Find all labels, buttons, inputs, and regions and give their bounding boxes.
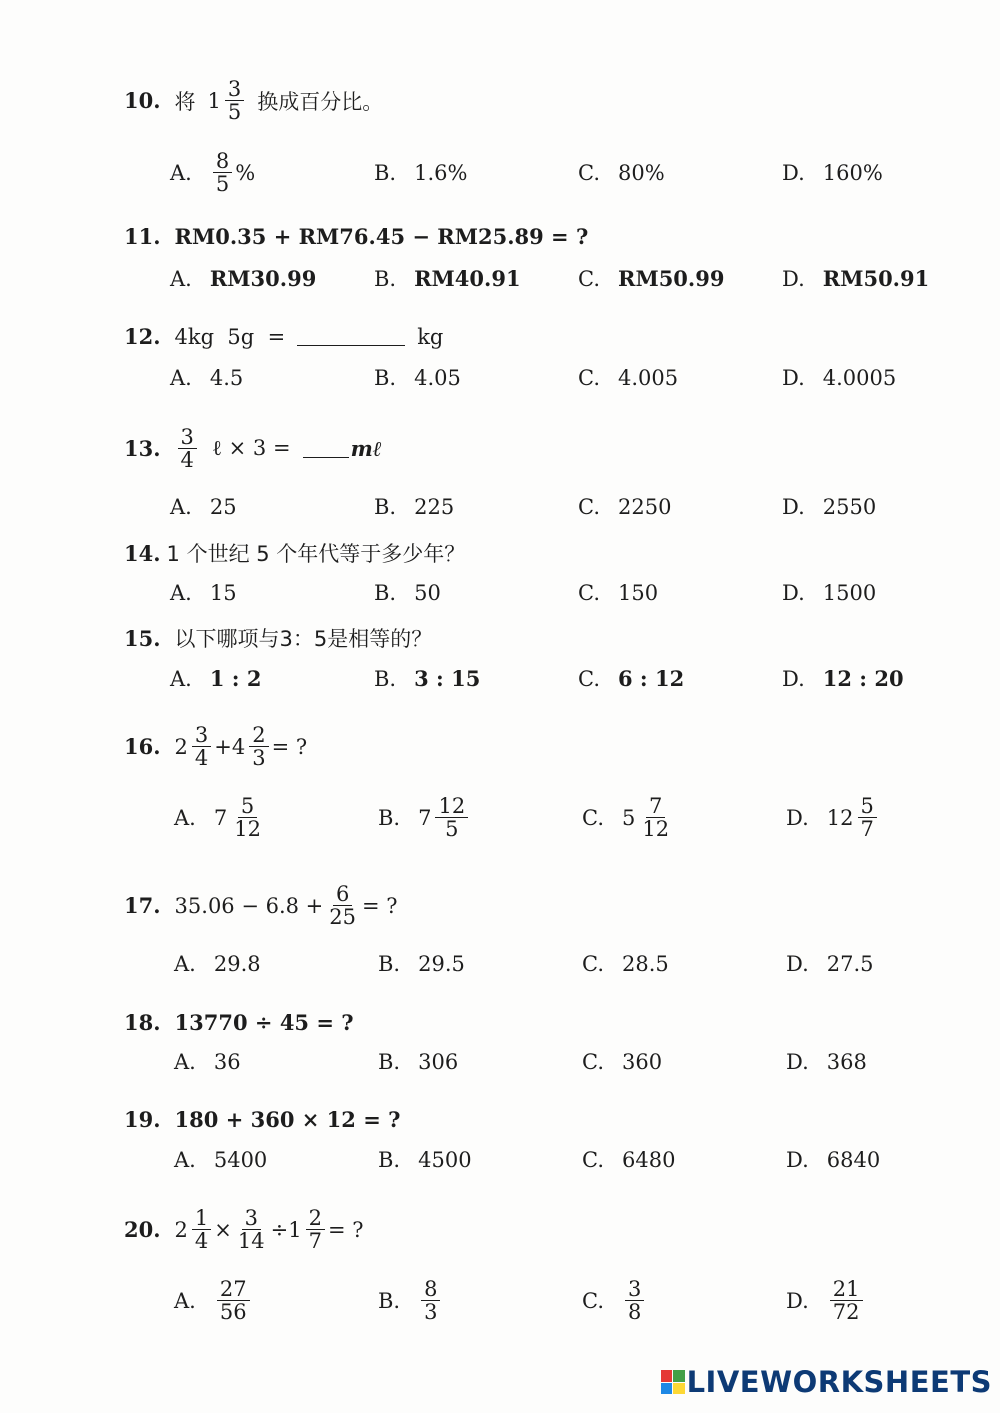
- option-letter: C.: [578, 366, 600, 390]
- question-20-stem: [124, 1207, 364, 1252]
- option-letter: D.: [782, 495, 805, 519]
- stem-fraction: [192, 724, 211, 769]
- option-b[interactable]: [374, 581, 441, 605]
- option-letter: B.: [374, 581, 397, 605]
- option-b[interactable]: [374, 666, 480, 691]
- option-value: 80%: [618, 161, 665, 185]
- option-d[interactable]: [782, 266, 929, 291]
- mixed-whole: 7: [418, 805, 432, 830]
- option-value: 27.5: [826, 952, 874, 976]
- option-value: 4500: [418, 1148, 472, 1172]
- option-letter: C.: [582, 1288, 604, 1313]
- stem-fraction: [225, 78, 244, 123]
- option-c[interactable]: [582, 952, 669, 976]
- option-b[interactable]: [378, 1050, 458, 1074]
- question-16-stem: [124, 724, 307, 769]
- stem-text-after: kg: [417, 324, 444, 349]
- option-a[interactable]: [174, 952, 261, 976]
- question-number: 14.: [124, 540, 161, 566]
- option-d[interactable]: [786, 952, 874, 976]
- option-letter: A.: [174, 1148, 196, 1172]
- option-letter: B.: [374, 266, 397, 291]
- denominator: 5: [227, 100, 242, 125]
- option-b[interactable]: [374, 161, 467, 185]
- stem-tail: = ?: [328, 1217, 364, 1242]
- denominator: 14: [237, 1229, 265, 1254]
- stem-text-before: 4kg 5g =: [174, 324, 286, 349]
- option-b[interactable]: [378, 795, 471, 840]
- option-d[interactable]: [782, 366, 896, 390]
- option-value: 28.5: [622, 952, 669, 976]
- operator: +: [214, 734, 232, 759]
- option-letter: B.: [378, 805, 401, 830]
- stem-fraction: [249, 724, 268, 769]
- question-18-stem: [124, 1010, 354, 1035]
- option-value: 6480: [622, 1148, 676, 1172]
- operator: ÷: [270, 1217, 289, 1242]
- option-c[interactable]: [578, 666, 684, 691]
- liveworksheets-icon: [661, 1370, 685, 1394]
- liveworksheets-logo: [661, 1365, 992, 1399]
- question-11-stem: [124, 224, 588, 249]
- option-value: 29.8: [213, 952, 261, 976]
- option-value: 4.0005: [822, 366, 897, 390]
- option-c[interactable]: [582, 1278, 647, 1323]
- option-c[interactable]: [582, 1050, 662, 1074]
- option-letter: C.: [578, 581, 600, 605]
- option-letter: B.: [374, 666, 397, 691]
- question-12-stem: [124, 324, 443, 349]
- option-suffix: %: [235, 160, 256, 185]
- numerator: 2: [306, 1207, 325, 1230]
- option-value: 3 : 15: [414, 666, 481, 691]
- option-value: 4.5: [209, 366, 244, 390]
- option-c[interactable]: [578, 581, 658, 605]
- option-letter: A.: [174, 805, 196, 830]
- option-value: RM50.91: [822, 266, 930, 291]
- option-letter: C.: [582, 952, 604, 976]
- option-value: 4.005: [618, 366, 679, 390]
- option-letter: A.: [174, 1050, 196, 1074]
- option-value: RM50.99: [618, 266, 725, 291]
- option-value: 160%: [822, 161, 883, 185]
- numerator: 21: [830, 1278, 863, 1301]
- option-value: 5400: [213, 1148, 268, 1172]
- option-b[interactable]: [378, 952, 465, 976]
- option-value: 360: [622, 1050, 663, 1074]
- denominator: 4: [180, 448, 194, 473]
- denominator: 8: [628, 1300, 642, 1325]
- option-d[interactable]: [786, 795, 880, 840]
- question-number: 17.: [124, 893, 161, 919]
- option-c[interactable]: [582, 795, 675, 840]
- option-letter: B.: [378, 1148, 401, 1172]
- option-value: 29.5: [418, 952, 465, 976]
- option-d[interactable]: [786, 1050, 867, 1074]
- option-letter: A.: [170, 666, 192, 691]
- option-value: RM30.99: [209, 266, 317, 291]
- option-value: 1 : 2: [209, 666, 262, 691]
- numerator: 3: [625, 1278, 644, 1301]
- option-d[interactable]: [786, 1278, 866, 1323]
- denominator: 12: [642, 817, 670, 842]
- option-fraction: [435, 795, 468, 840]
- denominator: 7: [860, 817, 874, 842]
- stem-text: 13770 ÷ 45 = ?: [174, 1010, 354, 1035]
- option-fraction: [639, 795, 672, 840]
- option-letter: D.: [786, 1148, 809, 1172]
- numerator: 12: [435, 795, 468, 818]
- option-value: 150: [618, 581, 659, 605]
- option-fraction: [217, 1278, 250, 1323]
- denominator: 72: [832, 1300, 860, 1325]
- denominator: 25: [329, 905, 357, 930]
- stem-fraction: [306, 1207, 325, 1252]
- option-letter: B.: [378, 1288, 401, 1313]
- option-value: 1500: [822, 581, 877, 605]
- question-number: 20.: [124, 1217, 161, 1243]
- stem-fraction: [326, 883, 359, 928]
- option-letter: C.: [582, 805, 604, 830]
- operator: ×: [214, 1217, 232, 1242]
- option-letter: A.: [174, 1288, 196, 1313]
- denominator: 4: [194, 1229, 209, 1254]
- mixed-whole: 7: [213, 805, 228, 830]
- question-15-stem: [124, 623, 432, 653]
- option-letter: D.: [782, 266, 805, 291]
- option-c[interactable]: [578, 161, 665, 185]
- option-letter: B.: [374, 366, 397, 390]
- option-letter: A.: [170, 266, 192, 291]
- question-10-stem: [124, 78, 383, 123]
- numerator: 5: [858, 795, 877, 818]
- option-fraction: [858, 795, 877, 840]
- mixed-whole: 1: [207, 88, 221, 113]
- option-letter: C.: [578, 666, 600, 691]
- option-a[interactable]: [174, 1148, 267, 1172]
- numerator: 27: [217, 1278, 250, 1301]
- answer-blank[interactable]: [303, 439, 349, 458]
- option-d[interactable]: [782, 666, 904, 691]
- mixed-whole: 1: [288, 1217, 302, 1242]
- stem-fraction: [235, 1207, 268, 1252]
- option-letter: A.: [170, 366, 192, 390]
- option-letter: A.: [170, 581, 192, 605]
- numerator: 7: [646, 795, 665, 818]
- option-letter: D.: [782, 581, 805, 605]
- stem-tail: = ?: [271, 734, 308, 759]
- option-b[interactable]: [378, 1278, 443, 1323]
- option-fraction: [421, 1278, 440, 1323]
- option-letter: A.: [174, 952, 196, 976]
- option-letter: D.: [786, 805, 809, 830]
- numerator: 3: [178, 426, 197, 449]
- numerator: 6: [333, 883, 352, 906]
- option-letter: D.: [786, 1050, 809, 1074]
- option-letter: B.: [374, 161, 397, 185]
- option-fraction: [213, 150, 232, 195]
- numerator: 1: [192, 1207, 211, 1230]
- denominator: 5: [445, 817, 459, 842]
- stem-text-middle: ℓ × 3 =: [211, 436, 291, 461]
- mixed-whole: 12: [826, 805, 854, 830]
- stem-text: 180 + 360 × 12 = ?: [174, 1107, 401, 1132]
- question-number: 13.: [124, 436, 161, 462]
- option-a[interactable]: [170, 666, 261, 691]
- option-letter: D.: [786, 952, 809, 976]
- numerator: 3: [225, 78, 244, 101]
- option-d[interactable]: [782, 495, 876, 519]
- option-d[interactable]: [782, 161, 883, 185]
- option-fraction: [830, 1278, 863, 1323]
- option-value: 12 : 20: [822, 666, 904, 691]
- option-a[interactable]: [170, 581, 237, 605]
- question-number: 12.: [124, 324, 161, 349]
- option-fraction: [625, 1278, 644, 1323]
- question-13-stem: [124, 426, 382, 471]
- option-value: 368: [826, 1050, 867, 1074]
- option-b[interactable]: [374, 495, 454, 519]
- option-letter: C.: [582, 1148, 604, 1172]
- option-a[interactable]: [174, 1278, 253, 1323]
- option-b[interactable]: [374, 266, 521, 291]
- mixed-whole: 5: [622, 805, 636, 830]
- numerator: 2: [249, 724, 268, 747]
- option-letter: B.: [378, 952, 401, 976]
- option-a[interactable]: [170, 366, 243, 390]
- numerator: 3: [192, 724, 211, 747]
- denominator: 3: [252, 746, 266, 771]
- option-letter: C.: [582, 1050, 604, 1074]
- stem-text: 1 个世纪 5 个年代等于多少年？: [166, 542, 466, 566]
- option-value: 50: [414, 581, 441, 605]
- option-value: 306: [418, 1050, 459, 1074]
- option-letter: A.: [170, 160, 192, 185]
- numerator: 5: [238, 795, 257, 818]
- option-b[interactable]: [374, 366, 461, 390]
- mixed-whole: 2: [174, 734, 188, 759]
- question-number: 10.: [124, 88, 161, 114]
- option-value: 25: [209, 495, 237, 519]
- option-value: 6 : 12: [618, 666, 685, 691]
- numerator: 3: [242, 1207, 261, 1230]
- option-d[interactable]: [786, 1148, 880, 1172]
- stem-fraction: [192, 1207, 211, 1252]
- option-value: 2250: [618, 495, 672, 519]
- option-letter: D.: [786, 1288, 809, 1313]
- stem-text-before: 35.06 − 6.8 +: [174, 893, 324, 918]
- stem-text: RM0.35 + RM76.45 − RM25.89 = ?: [174, 224, 589, 249]
- option-a[interactable]: [170, 495, 237, 519]
- denominator: 12: [234, 817, 261, 842]
- stem-unit: mℓ: [350, 435, 382, 461]
- brand-name: LIVEWORKSHEETS: [686, 1365, 992, 1399]
- stem-text-before: 将: [174, 89, 196, 114]
- option-value: 15: [209, 581, 237, 605]
- option-letter: B.: [378, 1050, 401, 1074]
- question-14-stem: [124, 538, 465, 568]
- numerator: 8: [213, 150, 232, 173]
- option-fraction: [231, 795, 264, 840]
- option-c[interactable]: [578, 266, 724, 291]
- option-letter: C.: [578, 161, 600, 185]
- option-letter: D.: [782, 161, 805, 185]
- option-a[interactable]: [174, 795, 267, 840]
- option-value: 2550: [822, 495, 877, 519]
- stem-fraction: [178, 426, 197, 471]
- question-number: 15.: [124, 625, 161, 651]
- option-b[interactable]: [378, 1148, 472, 1172]
- option-value: 225: [414, 495, 455, 519]
- question-number: 11.: [124, 224, 161, 249]
- question-number: 18.: [124, 1010, 161, 1035]
- option-letter: C.: [578, 266, 600, 291]
- stem-tail: = ?: [362, 893, 398, 918]
- option-value: RM40.91: [414, 266, 521, 291]
- option-value: 6840: [826, 1148, 881, 1172]
- question-number: 16.: [124, 734, 161, 760]
- option-c[interactable]: [578, 495, 671, 519]
- option-a[interactable]: [170, 150, 255, 195]
- denominator: 7: [308, 1229, 322, 1254]
- option-letter: C.: [578, 495, 600, 519]
- numerator: 8: [421, 1278, 440, 1301]
- answer-blank[interactable]: [297, 327, 405, 346]
- option-letter: B.: [374, 495, 397, 519]
- option-value: 4.05: [414, 366, 461, 390]
- option-value: 1.6%: [414, 161, 468, 185]
- option-c[interactable]: [578, 366, 678, 390]
- option-letter: A.: [170, 495, 192, 519]
- option-d[interactable]: [782, 581, 876, 605]
- mixed-whole: 4: [231, 734, 246, 759]
- stem-text-after: 换成百分比。: [257, 89, 384, 114]
- option-a[interactable]: [174, 1050, 241, 1074]
- denominator: 4: [194, 746, 209, 771]
- denominator: 5: [215, 172, 230, 197]
- stem-text: 以下哪项与3：5是相等的？: [174, 627, 433, 651]
- option-value: 36: [213, 1050, 241, 1074]
- question-19-stem: [124, 1107, 400, 1132]
- mixed-whole: 2: [174, 1217, 188, 1242]
- option-c[interactable]: [582, 1148, 675, 1172]
- denominator: 3: [424, 1300, 438, 1325]
- denominator: 56: [219, 1300, 247, 1325]
- question-number: 19.: [124, 1107, 161, 1132]
- question-17-stem: [124, 883, 398, 928]
- option-letter: D.: [782, 666, 805, 691]
- option-letter: D.: [782, 366, 805, 390]
- option-a[interactable]: [170, 266, 316, 291]
